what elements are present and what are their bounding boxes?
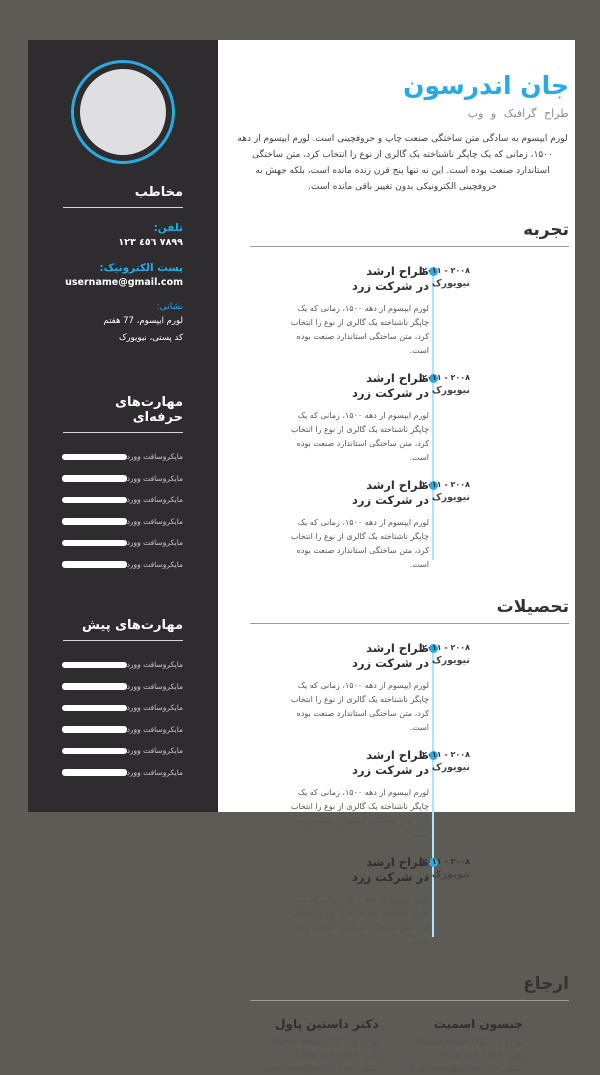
experience-entries [236,264,569,572]
entry-title: طراح ارشد [236,478,429,493]
skill-row [63,654,183,676]
email-label: پست الکترونیک: [63,262,183,274]
reference-details [403,1036,524,1075]
skill-label: مایکروسافت وورد [127,768,183,777]
skills-advanced-list [63,654,183,783]
entry-subtitle: در شرکت زرد [236,386,429,401]
experience-rule [250,246,569,247]
skill-label: مایکروسافت وورد [127,746,183,755]
skills-advanced-heading: مهارت‌های پیش [63,618,183,633]
experience-heading: تجربه [236,220,569,240]
skill-bar [62,705,127,712]
education-entry [236,641,569,735]
reference-email: ایمیل: dustinpaul@gmail.com [403,1062,524,1075]
entry-description: لورم ایپسوم از دهه ۱۵۰۰، زمانی که یک چاپگر ناشناخته یک گالری از نوع را انتخاب کرد، متن ساختگی استاندارد صنعت بوده است. [277,409,429,465]
skill-row [63,468,183,490]
phone-value: ۱۲۳ ٤٥٦ ۷۸۹۹ [63,237,183,248]
reference-email: ایمیل: dustinpaul@gmail.com [236,1062,379,1075]
skill-row [63,762,183,784]
skill-bar [62,518,127,525]
email-group [63,262,183,288]
person-name: جان اندرسون [236,72,569,100]
entry-meta [422,750,470,773]
reference-phone: تلفن: 5566 123 +555 [236,1049,379,1062]
entry-meta [422,266,470,289]
skill-bar [62,540,127,547]
education-section [236,597,569,949]
address-line-2: کد پستی، نیویورک [63,332,183,346]
entry-meta [422,373,470,396]
reference-card [403,1017,570,1075]
entry-description: لورم ایپسوم از دهه ۱۵۰۰، زمانی که یک چاپگر ناشناخته یک گالری از نوع را انتخاب کرد، متن ساختگی استاندارد صنعت بوده است. [277,786,429,842]
education-heading: تحصیلات [236,597,569,617]
phone-group [63,222,183,248]
person-role: طراح گرافیک و وب [236,107,569,120]
skill-row [63,554,183,576]
skills-advanced-section [63,618,183,783]
skill-label: مایکروسافت وورد [127,495,183,504]
entry-meta [422,643,470,666]
experience-entry [236,371,569,465]
entry-location: نیویورک [422,278,470,289]
entry-meta [422,857,470,880]
skill-bar [62,454,127,461]
skill-row [63,511,183,533]
skill-row [63,740,183,762]
entry-subtitle: در شرکت زرد [236,493,429,508]
experience-entry [236,264,569,358]
reference-role: طراح وب، Matrix Media LTD [236,1036,379,1049]
email-value: username@gmail.com [63,277,183,288]
entry-title: طراح ارشد [236,641,429,656]
reference-role: طراح وب، Matrix Media LTD [403,1036,524,1049]
skill-row [63,676,183,698]
entry-title: طراح ارشد [236,748,429,763]
entry-subtitle: در شرکت زرد [236,870,429,885]
skill-label: مایکروسافت وورد [127,474,183,483]
entry-description: لورم ایپسوم از دهه ۱۵۰۰، زمانی که یک چاپگر ناشناخته یک گالری از نوع را انتخاب کرد، متن ساختگی استاندارد صنعت بوده است. [277,679,429,735]
reference-details [236,1036,379,1075]
skill-row [63,697,183,719]
entry-date: ۲۰۱۱ - ۲۰۰۸ [422,266,470,275]
contact-section [63,185,183,345]
sidebar [28,40,218,812]
address-line-1: لورم ایپسوم، 77 هفتم [63,315,183,329]
references-rule [250,1000,569,1001]
skill-row [63,532,183,554]
entry-description: لورم ایپسوم از دهه ۱۵۰۰، زمانی که یک چاپگر ناشناخته یک گالری از نوع را انتخاب کرد، متن ساختگی استاندارد صنعت بوده است. [277,302,429,358]
skills-professional-section [63,395,183,575]
entry-description: لورم ایپسوم از دهه ۱۵۰۰، زمانی که یک چاپگر ناشناخته یک گالری از نوع را انتخاب کرد، متن ساختگی استاندارد صنعت بوده است. [277,893,429,949]
references-heading: ارجاع [236,974,569,994]
entry-subtitle: در شرکت زرد [236,763,429,778]
entry-date: ۲۰۱۱ - ۲۰۰۸ [422,643,470,652]
entry-title: طراح ارشد [236,264,429,279]
entry-date: ۲۰۱۱ - ۲۰۰۸ [422,373,470,382]
skill-label: مایکروسافت وورد [127,560,183,569]
reference-name: جنسون اسمیت [403,1017,524,1031]
entry-description: لورم ایپسوم از دهه ۱۵۰۰، زمانی که یک چاپگر ناشناخته یک گالری از نوع را انتخاب کرد، متن ساختگی استاندارد صنعت بوده است. [277,516,429,572]
entry-date: ۲۰۱۱ - ۲۰۰۸ [422,857,470,866]
entry-location: نیویورک [422,869,470,880]
skill-bar [62,683,127,690]
address-group [63,302,183,345]
reference-name: دکتر داستین پاول [236,1017,379,1031]
skills-advanced-rule [63,640,183,641]
skill-row [63,489,183,511]
skills-professional-heading: مهارت‌های حرفه‌ای [63,395,183,425]
entry-location: نیویورک [422,762,470,773]
skills-professional-rule [63,432,183,433]
skill-bar [62,769,127,776]
phone-label: تلفن: [63,222,183,234]
entry-date: ۲۰۱۱ - ۲۰۰۸ [422,750,470,759]
skill-bar [62,726,127,733]
address-label: نشانی: [63,302,183,312]
entry-location: نیویورک [422,385,470,396]
skill-bar [62,497,127,504]
entry-title: طراح ارشد [236,371,429,386]
skill-bar [62,561,127,568]
resume-page [28,40,575,812]
reference-card [236,1017,403,1075]
reference-phone: تلفن: 5566 123 +555 [403,1049,524,1062]
entry-meta [422,480,470,503]
skill-bar [62,662,127,669]
experience-section [236,220,569,572]
skill-row [63,719,183,741]
skill-label: مایکروسافت وورد [127,517,183,526]
skill-label: مایکروسافت وورد [127,682,183,691]
skill-bar [62,475,127,482]
contact-heading: مخاطب [63,185,183,200]
entry-location: نیویورک [422,492,470,503]
skill-label: مایکروسافت وورد [127,703,183,712]
entry-location: نیویورک [422,655,470,666]
skills-professional-list [63,446,183,575]
education-rule [250,623,569,624]
profile-photo-placeholder [74,63,172,161]
entry-date: ۲۰۱۱ - ۲۰۰۸ [422,480,470,489]
references-section [236,974,569,1075]
contact-rule [63,207,183,208]
skill-label: مایکروسافت وورد [127,538,183,547]
experience-entry [236,478,569,572]
entry-subtitle: در شرکت زرد [236,656,429,671]
skill-label: مایکروسافت وورد [127,452,183,461]
education-entry [236,748,569,842]
intro-paragraph: لورم ایپسوم به سادگی متن ساختگی صنعت چاپ و حروفچینی است. لورم ایپسوم از دهه ۱۵۰۰، زمانی که یک چاپگر ناشناخته یک گالری از نوع را انتخاب کرد، متن ساختگی استاندارد صنعت بوده است. این نه تنها پنج قرن زنده مانده است، بلکه جهش به حروفچینی الکترونیکی بدون تغییر باقی مانده است. [236,131,569,196]
entry-subtitle: در شرکت زرد [236,279,429,294]
education-entries [236,641,569,949]
skill-label: مایکروسافت وورد [127,725,183,734]
education-entry [236,855,569,949]
skill-bar [62,748,127,755]
main-content [218,40,575,812]
entry-title: طراح ارشد [236,855,429,870]
skill-row [63,446,183,468]
references-list [236,1017,569,1075]
skill-label: مایکروسافت وورد [127,660,183,669]
